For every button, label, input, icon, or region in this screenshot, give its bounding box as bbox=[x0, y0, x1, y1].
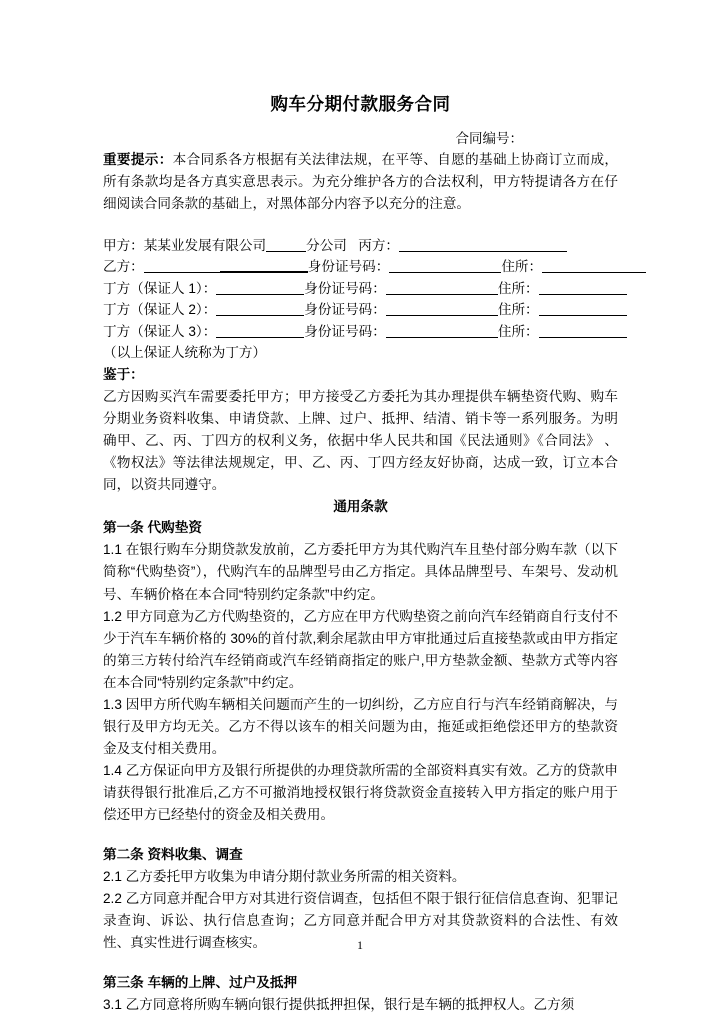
recital-text: 乙方因购买汽车需要委托甲方；甲方接受乙方委托为其办理提供车辆垫资代购、购车分期业务资料收集、申请贷款、上牌、过户、抵押、结清、销卡等一系列服务。为明确甲、乙、丙、丁四方的权利义务，依据中华人民共和国《民法通则》《合同法》 、《物权法》等法律法规规定，甲、乙、丙、丁四方经友好协商，达成一致，订立本合同，以资共同遵守。 bbox=[103, 388, 618, 492]
clause-1-3: 1.3 因甲方所代购车辆相关问题而产生的一切纠纷，乙方应自行与汽车经销商解决，与银行及甲方均无关。乙方不得以该车的相关问题为由，拖延或拒绝偿还甲方的垫款资金及支付相关费用。 bbox=[103, 696, 618, 756]
important-notice-label: 重要提示： bbox=[103, 151, 173, 167]
guarantor3-address-label: 住所： bbox=[497, 323, 539, 339]
guarantor2-label: 丁方（保证人 2）： bbox=[103, 302, 217, 318]
general-terms-heading: 通用条款 bbox=[333, 498, 388, 514]
party-line-jiafang bbox=[103, 235, 618, 256]
jiafang-name: 某某业发展有限公司 bbox=[143, 237, 267, 253]
guarantor1-id-blank[interactable] bbox=[386, 281, 498, 295]
guarantor3-id-blank[interactable] bbox=[386, 324, 498, 338]
guarantor2-name-blank[interactable] bbox=[216, 302, 304, 316]
clause-1-1: 1.1 在银行购车分期贷款发放前，乙方委托甲方为其代购汽车且垫付部分购车款（以下简称“代购垫资”），代购汽车的品牌型号由乙方指定。具体品牌型号、车架号、发动机号、车辆价格在本合同“特别约定条款”中约定。 bbox=[103, 542, 618, 602]
contract-number-label: 合同编号： bbox=[455, 130, 523, 146]
document-content bbox=[103, 0, 618, 1016]
bingfang-blank[interactable] bbox=[399, 238, 567, 252]
article-heading-2: 第二条 资料收集、调查 bbox=[103, 846, 243, 862]
guarantor1-name-blank[interactable] bbox=[216, 281, 304, 295]
jiafang-branch-blank[interactable] bbox=[266, 238, 306, 252]
party-information bbox=[103, 235, 618, 364]
bingfang-label: 丙方： bbox=[358, 237, 400, 253]
guarantor2-id-blank[interactable] bbox=[386, 302, 498, 316]
yifang-name-blank-2[interactable] bbox=[220, 258, 308, 273]
party-line-guarantor-3 bbox=[103, 321, 618, 342]
clause-1-2: 1.2 甲方同意为乙方代购垫资的，乙方应在甲方代购垫资之前向汽车经销商自行支付不少于汽车车辆价格的 30%的首付款,剩余尾款由甲方审批通过后直接垫款或由甲方指定的第三方转付给汽车经销商或汽车经销商指定的账户,甲方垫款金额、垫款方式等内容在本合同“特别约定条款”中约定。 bbox=[103, 608, 618, 690]
yifang-address-label: 住所： bbox=[501, 259, 543, 275]
yifang-address-blank[interactable] bbox=[542, 259, 646, 273]
recital-heading: 鉴于： bbox=[103, 366, 144, 382]
party-line-guarantor-1 bbox=[103, 278, 618, 299]
jiafang-label: 甲方： bbox=[103, 237, 144, 253]
guarantor2-address-blank[interactable] bbox=[539, 302, 627, 316]
page-title: 购车分期付款服务合同 bbox=[270, 94, 451, 114]
guarantor3-address-blank[interactable] bbox=[539, 324, 627, 338]
party-line-yifang bbox=[103, 256, 618, 277]
clause-1-4: 1.4 乙方保证向甲方及银行所提供的办理贷款所需的全部资料真实有效。乙方的贷款申请获得银行批准后,乙方不可撤消地授权银行将贷款资金直接转入甲方指定的账户用于偿还甲方已经垫付的资金及相关费用。 bbox=[103, 762, 618, 822]
guarantor3-id-label: 身份证号码： bbox=[304, 323, 386, 339]
guarantor2-id-label: 身份证号码： bbox=[304, 302, 386, 318]
party-line-guarantor-2 bbox=[103, 299, 618, 320]
guarantor1-address-blank[interactable] bbox=[539, 281, 627, 295]
clause-2-1: 2.1 乙方委托甲方收集为申请分期付款业务所需的相关资料。 bbox=[103, 868, 466, 884]
yifang-label: 乙方： bbox=[103, 259, 144, 275]
page-number: 1 bbox=[357, 938, 363, 952]
article-heading-1: 第一条 代购垫资 bbox=[103, 520, 202, 536]
clause-3-1: 3.1 乙方同意将所购车辆向银行提供抵押担保，银行是车辆的抵押权人。乙方须 bbox=[103, 996, 575, 1012]
guarantor1-label: 丁方（保证人 1）： bbox=[103, 280, 217, 296]
yifang-id-blank[interactable] bbox=[389, 259, 501, 273]
clause-2-2: 2.2 乙方同意并配合甲方对其进行资信调查，包括但不限于银行征信信息查询、犯罪记录查询、诉讼、执行信息查询；乙方同意并配合甲方对其贷款资料的合法性、有效性、真实性进行调查核实。 bbox=[103, 890, 618, 950]
guarantor-note: （以上保证人统称为丁方） bbox=[103, 345, 267, 361]
guarantor2-address-label: 住所： bbox=[497, 302, 539, 318]
yifang-id-label: 身份证号码： bbox=[307, 259, 390, 275]
guarantor3-label: 丁方（保证人 3）： bbox=[103, 323, 217, 339]
important-notice-text: 本合同系各方根据有关法律法规，在平等、自愿的基础上协商订立而成，所有条款均是各方真实意思表示。为充分维护各方的合法权利，甲方特提请各方在仔细阅读合同条款的基础上，对黑体部分内容予以充分的注意。 bbox=[103, 151, 618, 211]
jiafang-branch-label: 分公司 bbox=[306, 237, 347, 253]
guarantor1-id-label: 身份证号码： bbox=[304, 280, 386, 296]
article-heading-3: 第三条 车辆的上牌、过户及抵押 bbox=[103, 974, 298, 990]
guarantor1-address-label: 住所： bbox=[497, 280, 539, 296]
yifang-name-blank[interactable] bbox=[144, 259, 220, 273]
guarantor3-name-blank[interactable] bbox=[216, 324, 304, 338]
important-notice bbox=[103, 149, 618, 215]
